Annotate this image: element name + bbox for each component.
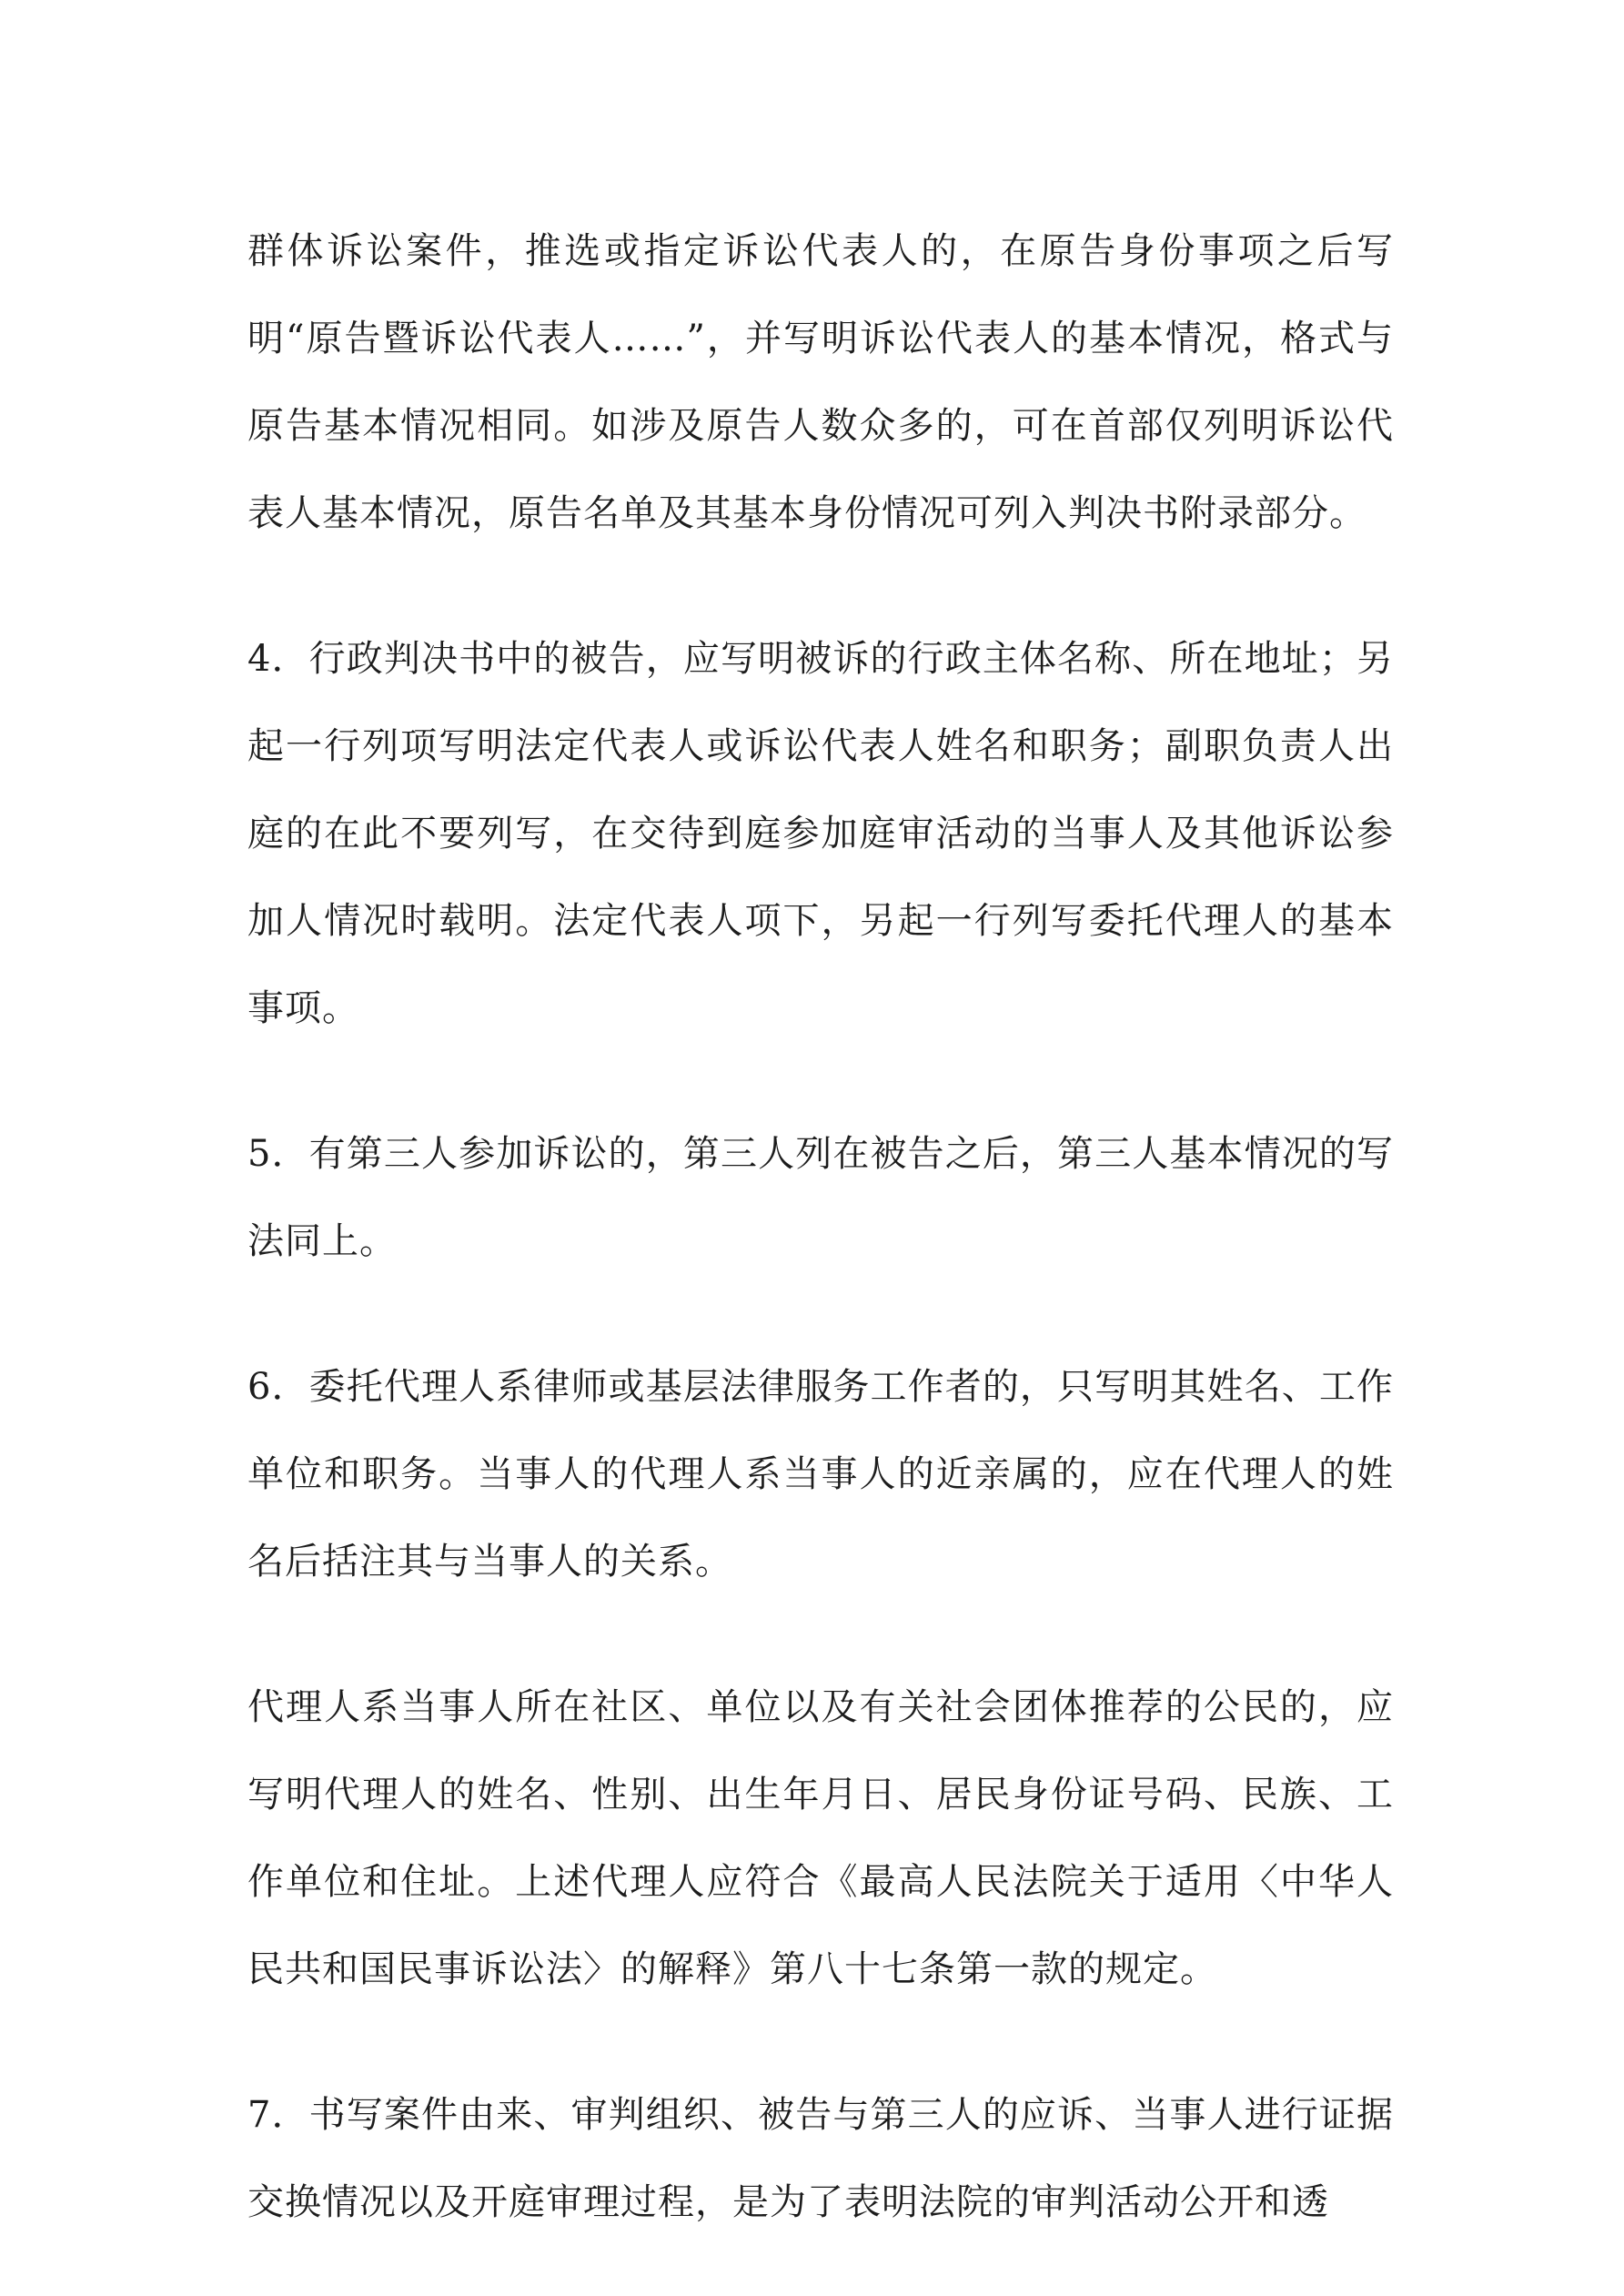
paragraph-representative-litigation: 群体诉讼案件，推选或指定诉讼代表人的，在原告身份事项之后写明“原告暨诉讼代表人……”，并写明诉讼代表人的基本情况，格式与原告基本情况相同。如涉及原告人数众多的，可在首部仅列明诉讼代表人基本情况，原告名单及其基本身份情况可列入判决书附录部分。 (247, 230, 1394, 534)
paragraph-item-4-defendant: 4．行政判决书中的被告，应写明被诉的行政主体名称、所在地址；另起一行列项写明法定代表人或诉讼代表人姓名和职务；副职负责人出庭的在此不要列写，在交待到庭参加庭审活动的当事人及其他诉讼参加人情况时载明。法定代表人项下，另起一行列写委托代理人的基本事项。 (247, 638, 1394, 1029)
paragraph-gap (247, 557, 1394, 615)
paragraph-item-6-agent: 6．委托代理人系律师或基层法律服务工作者的，只写明其姓名、工作单位和职务。当事人的代理人系当事人的近亲属的，应在代理人的姓名后括注其与当事人的关系。 (247, 1366, 1394, 1583)
paragraph-gap (247, 2013, 1394, 2071)
paragraph-gap (247, 1605, 1394, 1664)
paragraph-item-7-case-origin: 7．书写案件由来、审判组织、被告与第三人的应诉、当事人进行证据交换情况以及开庭审理过程，是为了表明法院的审判活动公开和透 (247, 2094, 1394, 2223)
paragraph-gap (247, 1052, 1394, 1110)
paragraph-gap (247, 1285, 1394, 1343)
paragraph-item-5-third-party: 5．有第三人参加诉讼的，第三人列在被告之后，第三人基本情况的写法同上。 (247, 1133, 1394, 1262)
paragraph-recommended-agent: 代理人系当事人所在社区、单位以及有关社会团体推荐的公民的，应写明代理人的姓名、性别、出生年月日、居民身份证号码、民族、工作单位和住址。上述代理人应符合《最高人民法院关于适用〈中华人民共和国民事诉讼法〉的解释》第八十七条第一款的规定。 (247, 1686, 1394, 1990)
document-body (247, 207, 1394, 2246)
